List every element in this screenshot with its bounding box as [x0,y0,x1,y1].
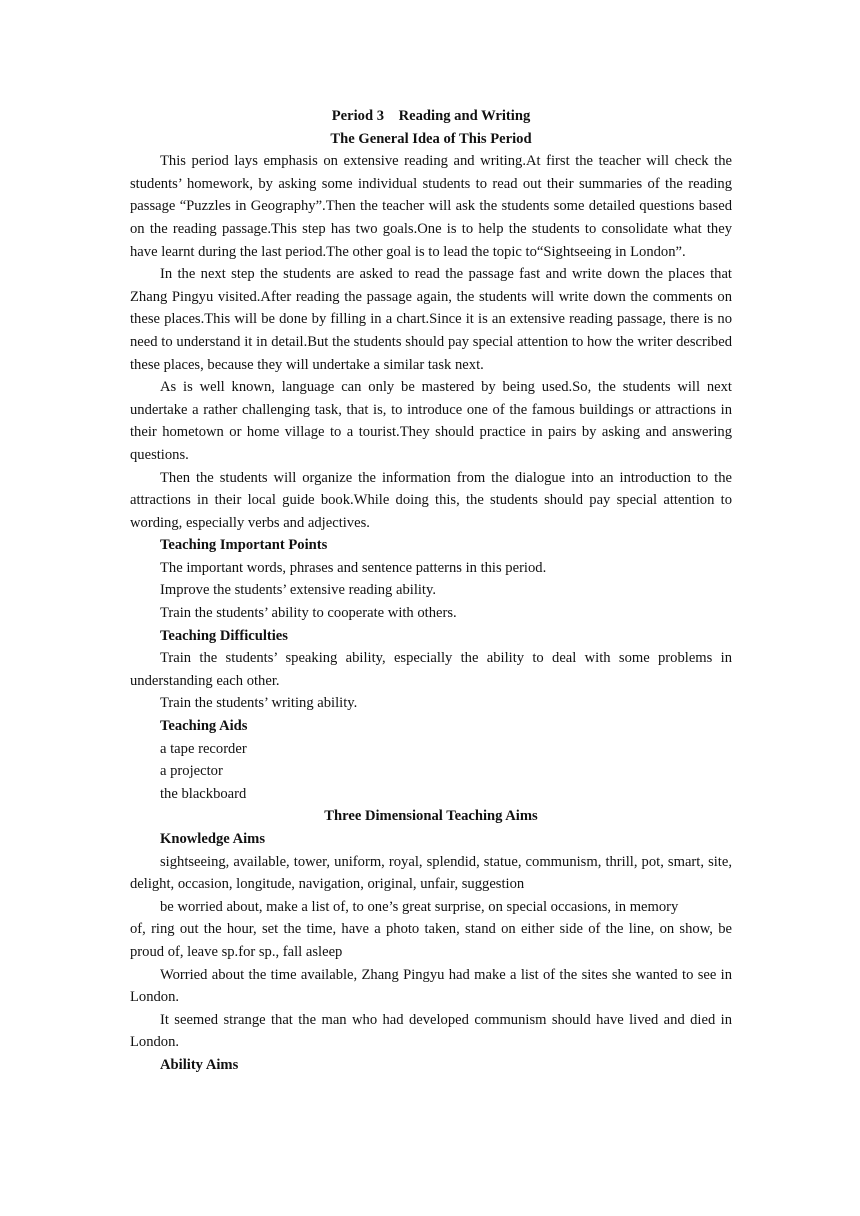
heading-ability-aims: Ability Aims [160,1056,239,1073]
heading-important-points: Teaching Important Points [160,537,328,554]
paragraph: This period lays emphasis on extensive reading and writing.At first the teacher will check the students’ homework, by asking some individual students to read out their summaries of the reading passage “Puzzles in Geography”.Then the teacher will ask the students some detailed questions based on the reading passage.This step has two goals.One is to help the students to consolidate what they have learnt during the last period.The other goal is to lead the topic to“Sightseeing in London”. [130,153,732,260]
heading-difficulties: Teaching Difficulties [160,627,288,644]
list-item: Train the students’ speaking ability, especially the ability to deal with some problems in understanding each other. [130,650,732,689]
vocabulary-list: sightseeing, available, tower, uniform, royal, splendid, statue, communism, thrill, pot, smart, site, delight, occasion, longitude, navigation, original, unfair, suggestion [130,853,732,893]
paragraph: Then the students will organize the information from the dialogue into an introduction to the attractions in their local guide book.While doing this, the students should pay special attention to wording, especially verbs and adjectives. [130,469,732,531]
page-title: Period 3 Reading and Writing [331,108,531,124]
list-item: Train the students’ ability to cooperate with others. [160,605,457,622]
phrase-list-first-line: be worried about, make a list of, to one’s great surprise, on special occasions, in memory [160,898,679,915]
list-item: Train the students’ writing ability. [160,695,358,712]
list-item: The important words, phrases and sentence patterns in this period. [160,559,547,576]
example-sentence: Worried about the time available, Zhang Pingyu had make a list of the sites she wanted to see in London. [130,966,732,1006]
section-title-aims: Three Dimensional Teaching Aims [324,808,538,825]
document-page [130,105,732,1077]
heading-teaching-aids: Teaching Aids [160,718,248,735]
phrase-list-continued: of, ring out the hour, set the time, have a photo taken, stand on either side of the line, on show, be proud of, leave sp.for sp., fall asleep [130,921,732,960]
list-item: a projector [160,763,223,780]
paragraph: In the next step the students are asked to read the passage fast and write down the places that Zhang Pingyu visited.After reading the passage again, the students will write down the comments on these places.This will be done by filling in a chart.Since it is an extensive reading passage, there is no need to understand it in detail.But the students should pay special attention to how the writer described these places, because they will undertake a similar task next. [130,266,732,373]
heading-knowledge-aims: Knowledge Aims [160,831,265,847]
example-sentence: It seemed strange that the man who had developed communism should have lived and died in London. [130,1011,732,1051]
list-item: a tape recorder [160,740,247,757]
list-item: the blackboard [160,785,247,802]
section-title-general-idea: The General Idea of This Period [330,130,532,147]
paragraph: As is well known, language can only be mastered by being used.So, the students will next undertake a rather challenging task, that is, to introduce one of the famous buildings or attractions in their hometown or home village to a tourist.They should practice in pairs by asking and answering questions. [130,379,732,463]
list-item: Improve the students’ extensive reading ability. [160,582,436,599]
